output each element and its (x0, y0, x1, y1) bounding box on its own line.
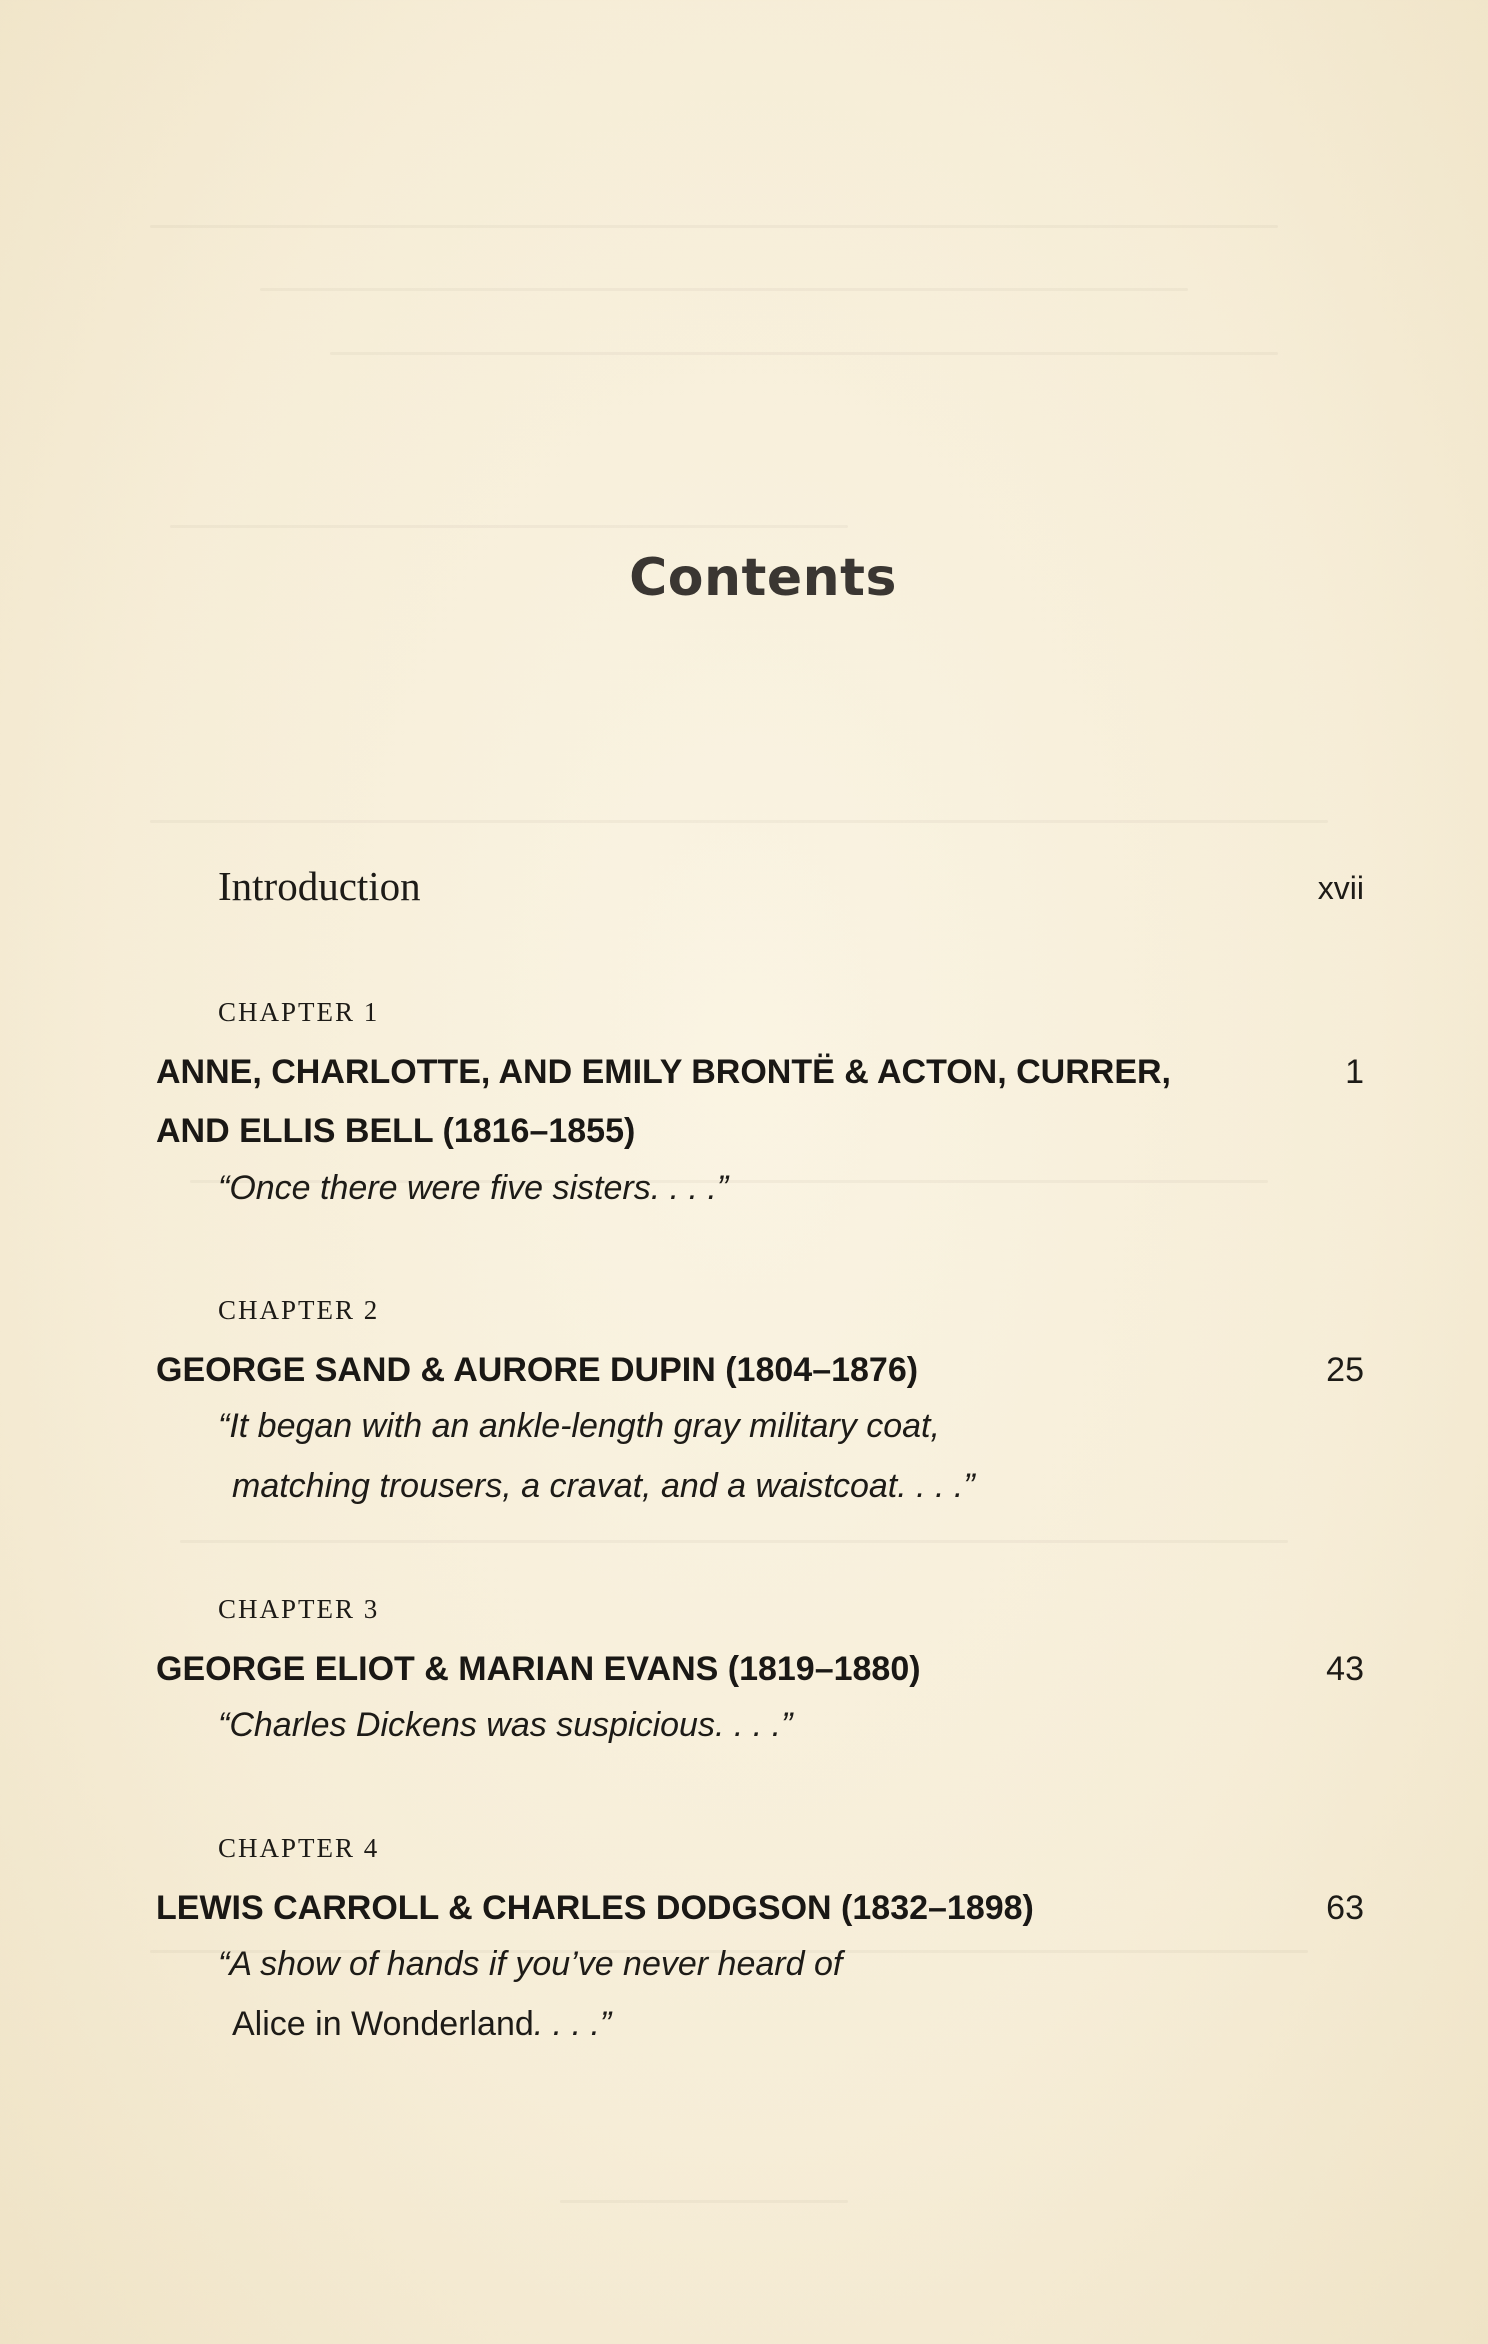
toc-entry-chapter-4 (156, 1833, 1364, 2053)
chapter-title-line: GEORGE ELIOT & MARIAN EVANS (1819–1880) (156, 1650, 921, 1688)
chapter-title-line: GEORGE SAND & AURORE DUPIN (1804–1876) (156, 1351, 919, 1389)
chapter-epigraph (218, 1158, 728, 1218)
chapter-title (156, 1640, 1196, 1699)
chapter-page-number: 25 (1326, 1351, 1364, 1389)
bleed-through-line (150, 225, 1278, 228)
page-title: Contents (629, 548, 897, 608)
epigraph-line: “Once there were five sisters. . . .” (218, 1169, 729, 1207)
toc-entry-chapter-2 (156, 1295, 1364, 1515)
chapter-title-line: ANNE, CHARLOTTE, AND EMILY BRONTË & ACTON, CURRER, (156, 1053, 1172, 1091)
bleed-through-line (260, 288, 1188, 291)
chapter-page-number: 63 (1326, 1889, 1364, 1927)
toc-entry-introduction (218, 862, 1364, 918)
chapter-epigraph (218, 1396, 975, 1516)
bleed-through-line (180, 1540, 1288, 1543)
book-title-roman: Alice in Wonderland (232, 2005, 534, 2043)
toc-entry-page-number: xvii (1317, 870, 1364, 906)
chapter-title-line: LEWIS CARROLL & CHARLES DODGSON (1832–1898) (156, 1889, 1034, 1927)
chapter-epigraph (218, 1934, 842, 2054)
bleed-through-line (150, 820, 1328, 823)
chapter-label: CHAPTER 4 (218, 1833, 380, 1863)
chapter-page-number: 1 (1345, 1053, 1364, 1091)
epigraph-line: matching trousers, a cravat, and a waistcoat. . . .” (232, 1467, 975, 1505)
toc-entry-label: Introduction (218, 863, 421, 909)
epigraph-line: “It began with an ankle-length gray military coat, (218, 1407, 940, 1445)
chapter-title (156, 1043, 1196, 1161)
chapter-label: CHAPTER 2 (218, 1295, 380, 1325)
chapter-label: CHAPTER 3 (218, 1594, 380, 1624)
chapter-title-line: AND ELLIS BELL (1816–1855) (156, 1112, 636, 1150)
epigraph-line-rest: . . . .” (533, 2005, 612, 2043)
epigraph-line (218, 1994, 842, 2054)
chapter-title (156, 1879, 1196, 1938)
chapter-label: CHAPTER 1 (218, 997, 380, 1027)
bleed-through-line (170, 525, 848, 528)
toc-entry-chapter-1 (156, 997, 1364, 1217)
chapter-page-number: 43 (1326, 1650, 1364, 1688)
epigraph-line: “A show of hands if you’ve never heard of (218, 1945, 843, 1983)
toc-entry-chapter-3 (156, 1594, 1364, 1754)
chapter-epigraph (218, 1695, 792, 1755)
bleed-through-line (330, 352, 1278, 355)
bleed-through-line (560, 2200, 848, 2203)
chapter-title (156, 1341, 1196, 1400)
epigraph-line: “Charles Dickens was suspicious. . . .” (218, 1706, 793, 1744)
